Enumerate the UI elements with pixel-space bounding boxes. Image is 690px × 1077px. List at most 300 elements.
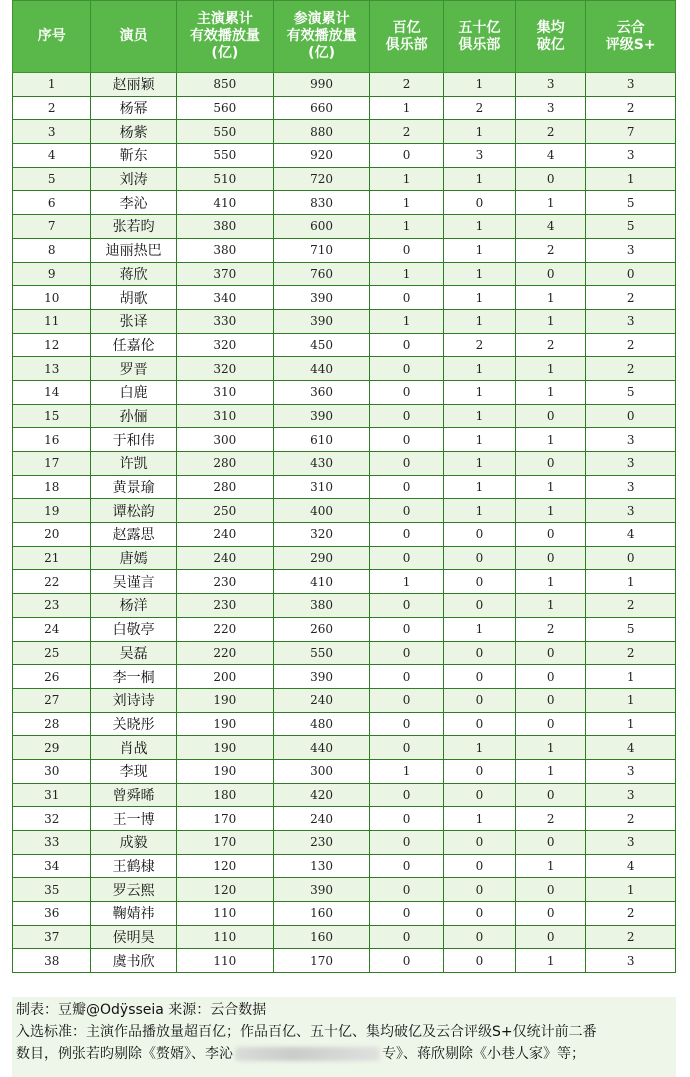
table-row xyxy=(13,262,676,286)
cell-lead-views: 380 xyxy=(176,238,273,262)
cell-actor: 侯明昊 xyxy=(91,925,177,949)
cell-lead-views: 380 xyxy=(176,215,273,239)
cell-s-plus-rating: 3 xyxy=(586,499,676,523)
header-text: 评级S+ xyxy=(605,36,656,53)
cell-lead-views: 510 xyxy=(176,167,273,191)
cell-rank: 33 xyxy=(13,831,91,855)
table-row xyxy=(13,357,676,381)
cell-s-plus-rating: 2 xyxy=(586,594,676,618)
cell-club-50: 0 xyxy=(443,949,515,973)
cell-total-views: 990 xyxy=(273,73,370,97)
cell-club-100: 0 xyxy=(370,831,443,855)
cell-total-views: 480 xyxy=(273,712,370,736)
cell-actor: 赵丽颖 xyxy=(91,73,177,97)
cell-rank: 17 xyxy=(13,452,91,476)
cell-avg-over-100m: 0 xyxy=(516,783,586,807)
cell-avg-over-100m: 0 xyxy=(516,523,586,547)
cell-avg-over-100m: 3 xyxy=(516,73,586,97)
cell-s-plus-rating: 5 xyxy=(586,617,676,641)
table-row xyxy=(13,96,676,120)
cell-s-plus-rating: 4 xyxy=(586,523,676,547)
cell-rank: 3 xyxy=(13,120,91,144)
cell-lead-views: 230 xyxy=(176,594,273,618)
cell-actor: 任嘉伦 xyxy=(91,333,177,357)
cell-lead-views: 120 xyxy=(176,854,273,878)
cell-total-views: 170 xyxy=(273,949,370,973)
cell-avg-over-100m: 2 xyxy=(516,238,586,262)
cell-total-views: 440 xyxy=(273,357,370,381)
cell-s-plus-rating: 0 xyxy=(586,404,676,428)
cell-club-50: 1 xyxy=(443,262,515,286)
table-row xyxy=(13,807,676,831)
cell-avg-over-100m: 1 xyxy=(516,475,586,499)
cell-total-views: 360 xyxy=(273,380,370,404)
cell-s-plus-rating: 3 xyxy=(586,831,676,855)
cell-avg-over-100m: 1 xyxy=(516,286,586,310)
table-row xyxy=(13,783,676,807)
credit-line: 制表：豆瓣@Odÿsseia 来源：云合数据 xyxy=(16,1002,267,1018)
cell-lead-views: 120 xyxy=(176,878,273,902)
cell-total-views: 430 xyxy=(273,452,370,476)
cell-avg-over-100m: 1 xyxy=(516,949,586,973)
cell-s-plus-rating: 3 xyxy=(586,73,676,97)
cell-rank: 30 xyxy=(13,759,91,783)
table-row xyxy=(13,854,676,878)
cell-avg-over-100m: 1 xyxy=(516,499,586,523)
cell-lead-views: 340 xyxy=(176,286,273,310)
cell-lead-views: 320 xyxy=(176,333,273,357)
cell-s-plus-rating: 0 xyxy=(586,262,676,286)
cell-lead-views: 170 xyxy=(176,831,273,855)
cell-rank: 28 xyxy=(13,712,91,736)
table-row xyxy=(13,191,676,215)
cell-club-100: 0 xyxy=(370,665,443,689)
header-text: 百亿 xyxy=(392,19,421,36)
cell-club-50: 1 xyxy=(443,380,515,404)
cell-lead-views: 370 xyxy=(176,262,273,286)
cell-actor: 蒋欣 xyxy=(91,262,177,286)
cell-avg-over-100m: 2 xyxy=(516,333,586,357)
ranking-sheet xyxy=(12,0,676,995)
cell-total-views: 160 xyxy=(273,902,370,926)
cell-rank: 21 xyxy=(13,546,91,570)
table-row xyxy=(13,759,676,783)
cell-club-50: 1 xyxy=(443,452,515,476)
cell-club-50: 1 xyxy=(443,167,515,191)
cell-total-views: 390 xyxy=(273,404,370,428)
cell-total-views: 390 xyxy=(273,286,370,310)
cell-club-50: 0 xyxy=(443,665,515,689)
cell-rank: 25 xyxy=(13,641,91,665)
cell-actor: 曾舜晞 xyxy=(91,783,177,807)
redacted-blur xyxy=(235,1047,380,1061)
cell-club-50: 1 xyxy=(443,238,515,262)
cell-s-plus-rating: 2 xyxy=(586,357,676,381)
header-club-100 xyxy=(370,1,443,73)
cell-club-100: 0 xyxy=(370,783,443,807)
cell-club-50: 0 xyxy=(443,594,515,618)
table-row xyxy=(13,309,676,333)
cell-actor: 胡歌 xyxy=(91,286,177,310)
cell-club-50: 1 xyxy=(443,428,515,452)
cell-s-plus-rating: 0 xyxy=(586,546,676,570)
cell-avg-over-100m: 1 xyxy=(516,191,586,215)
cell-lead-views: 220 xyxy=(176,641,273,665)
cell-avg-over-100m: 0 xyxy=(516,878,586,902)
cell-club-50: 1 xyxy=(443,807,515,831)
cell-rank: 11 xyxy=(13,309,91,333)
cell-club-50: 1 xyxy=(443,120,515,144)
cell-club-50: 0 xyxy=(443,546,515,570)
cell-actor: 吴磊 xyxy=(91,641,177,665)
cell-avg-over-100m: 1 xyxy=(516,380,586,404)
table-row xyxy=(13,428,676,452)
cell-actor: 杨幂 xyxy=(91,96,177,120)
cell-s-plus-rating: 1 xyxy=(586,570,676,594)
cell-rank: 7 xyxy=(13,215,91,239)
cell-actor: 杨洋 xyxy=(91,594,177,618)
cell-rank: 12 xyxy=(13,333,91,357)
cell-club-50: 0 xyxy=(443,641,515,665)
cell-club-100: 1 xyxy=(370,167,443,191)
cell-total-views: 390 xyxy=(273,665,370,689)
header-text: 五十亿 xyxy=(458,19,501,36)
cell-lead-views: 110 xyxy=(176,902,273,926)
cell-avg-over-100m: 0 xyxy=(516,712,586,736)
cell-club-100: 0 xyxy=(370,238,443,262)
cell-rank: 29 xyxy=(13,736,91,760)
table-row xyxy=(13,641,676,665)
table-row xyxy=(13,665,676,689)
cell-actor: 吴谨言 xyxy=(91,570,177,594)
table-header xyxy=(13,1,676,73)
cell-rank: 15 xyxy=(13,404,91,428)
cell-lead-views: 190 xyxy=(176,736,273,760)
table-row xyxy=(13,380,676,404)
cell-lead-views: 320 xyxy=(176,357,273,381)
cell-actor: 李一桐 xyxy=(91,665,177,689)
cell-s-plus-rating: 3 xyxy=(586,949,676,973)
cell-avg-over-100m: 1 xyxy=(516,736,586,760)
header-s-plus-rating xyxy=(586,1,676,73)
cell-club-50: 0 xyxy=(443,925,515,949)
header-row xyxy=(13,1,676,73)
cell-lead-views: 110 xyxy=(176,925,273,949)
cell-actor: 关晓彤 xyxy=(91,712,177,736)
cell-club-50: 0 xyxy=(443,523,515,547)
table-row xyxy=(13,475,676,499)
cell-lead-views: 190 xyxy=(176,688,273,712)
cell-club-100: 1 xyxy=(370,215,443,239)
cell-rank: 31 xyxy=(13,783,91,807)
cell-club-50: 1 xyxy=(443,736,515,760)
cell-total-views: 610 xyxy=(273,428,370,452)
cell-total-views: 390 xyxy=(273,878,370,902)
ranking-table xyxy=(12,0,676,973)
cell-total-views: 830 xyxy=(273,191,370,215)
cell-actor: 刘涛 xyxy=(91,167,177,191)
cell-avg-over-100m: 4 xyxy=(516,144,586,168)
cell-club-100: 0 xyxy=(370,404,443,428)
cell-lead-views: 560 xyxy=(176,96,273,120)
cell-avg-over-100m: 3 xyxy=(516,96,586,120)
cell-club-100: 0 xyxy=(370,523,443,547)
header-text: 序号 xyxy=(37,28,66,44)
table-row xyxy=(13,831,676,855)
cell-rank: 20 xyxy=(13,523,91,547)
cell-actor: 赵露思 xyxy=(91,523,177,547)
criteria-line-2 xyxy=(16,1043,672,1065)
cell-rank: 32 xyxy=(13,807,91,831)
cell-avg-over-100m: 0 xyxy=(516,831,586,855)
cell-avg-over-100m: 1 xyxy=(516,309,586,333)
header-text: (亿) xyxy=(211,45,239,61)
cell-lead-views: 230 xyxy=(176,570,273,594)
cell-club-100: 1 xyxy=(370,309,443,333)
cell-lead-views: 330 xyxy=(176,309,273,333)
cell-club-50: 0 xyxy=(443,759,515,783)
table-body xyxy=(13,73,676,973)
cell-lead-views: 240 xyxy=(176,546,273,570)
cell-rank: 6 xyxy=(13,191,91,215)
cell-club-50: 0 xyxy=(443,831,515,855)
cell-lead-views: 180 xyxy=(176,783,273,807)
cell-actor: 王一博 xyxy=(91,807,177,831)
table-row xyxy=(13,167,676,191)
cell-s-plus-rating: 3 xyxy=(586,783,676,807)
cell-s-plus-rating: 3 xyxy=(586,428,676,452)
cell-rank: 34 xyxy=(13,854,91,878)
cell-lead-views: 850 xyxy=(176,73,273,97)
cell-total-views: 320 xyxy=(273,523,370,547)
cell-avg-over-100m: 0 xyxy=(516,404,586,428)
cell-avg-over-100m: 0 xyxy=(516,452,586,476)
cell-s-plus-rating: 2 xyxy=(586,925,676,949)
table-row xyxy=(13,404,676,428)
cell-lead-views: 190 xyxy=(176,712,273,736)
cell-lead-views: 550 xyxy=(176,120,273,144)
cell-actor: 罗云熙 xyxy=(91,878,177,902)
cell-club-100: 0 xyxy=(370,925,443,949)
cell-actor: 唐嫣 xyxy=(91,546,177,570)
cell-club-100: 0 xyxy=(370,878,443,902)
cell-s-plus-rating: 1 xyxy=(586,665,676,689)
cell-club-100: 0 xyxy=(370,380,443,404)
table-row xyxy=(13,499,676,523)
cell-avg-over-100m: 0 xyxy=(516,925,586,949)
table-row xyxy=(13,286,676,310)
cell-s-plus-rating: 2 xyxy=(586,96,676,120)
cell-club-50: 0 xyxy=(443,878,515,902)
cell-avg-over-100m: 0 xyxy=(516,665,586,689)
table-row xyxy=(13,949,676,973)
cell-s-plus-rating: 5 xyxy=(586,380,676,404)
cell-total-views: 440 xyxy=(273,736,370,760)
cell-s-plus-rating: 3 xyxy=(586,452,676,476)
cell-lead-views: 310 xyxy=(176,404,273,428)
table-row xyxy=(13,73,676,97)
cell-total-views: 600 xyxy=(273,215,370,239)
cell-total-views: 160 xyxy=(273,925,370,949)
cell-actor: 成毅 xyxy=(91,831,177,855)
cell-lead-views: 240 xyxy=(176,523,273,547)
cell-lead-views: 310 xyxy=(176,380,273,404)
cell-club-100: 0 xyxy=(370,333,443,357)
cell-club-100: 0 xyxy=(370,688,443,712)
cell-avg-over-100m: 1 xyxy=(516,759,586,783)
cell-actor: 靳东 xyxy=(91,144,177,168)
cell-total-views: 400 xyxy=(273,499,370,523)
cell-club-50: 3 xyxy=(443,144,515,168)
table-row xyxy=(13,523,676,547)
cell-rank: 35 xyxy=(13,878,91,902)
cell-club-100: 1 xyxy=(370,759,443,783)
cell-s-plus-rating: 1 xyxy=(586,688,676,712)
cell-avg-over-100m: 2 xyxy=(516,617,586,641)
cell-lead-views: 280 xyxy=(176,452,273,476)
header-text: 集均 xyxy=(536,19,565,36)
cell-club-50: 1 xyxy=(443,617,515,641)
cell-avg-over-100m: 0 xyxy=(516,546,586,570)
cell-club-50: 0 xyxy=(443,902,515,926)
table-row xyxy=(13,712,676,736)
cell-s-plus-rating: 3 xyxy=(586,238,676,262)
header-actor xyxy=(91,1,177,73)
cell-avg-over-100m: 0 xyxy=(516,688,586,712)
table-row xyxy=(13,688,676,712)
cell-rank: 22 xyxy=(13,570,91,594)
cell-avg-over-100m: 0 xyxy=(516,641,586,665)
cell-club-50: 1 xyxy=(443,404,515,428)
cell-actor: 于和伟 xyxy=(91,428,177,452)
table-row xyxy=(13,144,676,168)
cell-rank: 13 xyxy=(13,357,91,381)
table-row xyxy=(13,617,676,641)
cell-actor: 迪丽热巴 xyxy=(91,238,177,262)
cell-club-100: 0 xyxy=(370,736,443,760)
header-text: 主演累计 xyxy=(196,11,253,27)
table-row xyxy=(13,594,676,618)
cell-actor: 白敬亭 xyxy=(91,617,177,641)
table-row xyxy=(13,546,676,570)
cell-rank: 18 xyxy=(13,475,91,499)
cell-actor: 刘诗诗 xyxy=(91,688,177,712)
cell-s-plus-rating: 5 xyxy=(586,215,676,239)
cell-club-100: 0 xyxy=(370,902,443,926)
cell-club-100: 0 xyxy=(370,499,443,523)
cell-total-views: 880 xyxy=(273,120,370,144)
cell-actor: 鞠婧祎 xyxy=(91,902,177,926)
cell-rank: 23 xyxy=(13,594,91,618)
header-text: 演员 xyxy=(119,28,148,44)
cell-avg-over-100m: 2 xyxy=(516,807,586,831)
cell-lead-views: 550 xyxy=(176,144,273,168)
cell-total-views: 450 xyxy=(273,333,370,357)
header-club-50 xyxy=(443,1,515,73)
cell-club-100: 0 xyxy=(370,546,443,570)
cell-total-views: 240 xyxy=(273,688,370,712)
cell-club-100: 0 xyxy=(370,475,443,499)
cell-rank: 36 xyxy=(13,902,91,926)
cell-avg-over-100m: 1 xyxy=(516,570,586,594)
header-lead-views xyxy=(176,1,273,73)
cell-rank: 10 xyxy=(13,286,91,310)
cell-total-views: 290 xyxy=(273,546,370,570)
table-row xyxy=(13,215,676,239)
cell-s-plus-rating: 1 xyxy=(586,712,676,736)
cell-total-views: 380 xyxy=(273,594,370,618)
cell-club-50: 0 xyxy=(443,783,515,807)
cell-actor: 虞书欣 xyxy=(91,949,177,973)
cell-rank: 4 xyxy=(13,144,91,168)
cell-s-plus-rating: 1 xyxy=(586,878,676,902)
cell-total-views: 310 xyxy=(273,475,370,499)
cell-total-views: 920 xyxy=(273,144,370,168)
header-text: (亿) xyxy=(308,45,335,61)
cell-club-50: 0 xyxy=(443,570,515,594)
cell-club-50: 1 xyxy=(443,309,515,333)
cell-actor: 王鹤棣 xyxy=(91,854,177,878)
cell-club-100: 1 xyxy=(370,570,443,594)
cell-club-100: 0 xyxy=(370,594,443,618)
cell-club-100: 0 xyxy=(370,712,443,736)
cell-avg-over-100m: 1 xyxy=(516,594,586,618)
table-row xyxy=(13,736,676,760)
cell-club-100: 0 xyxy=(370,452,443,476)
cell-club-50: 1 xyxy=(443,215,515,239)
cell-s-plus-rating: 3 xyxy=(586,759,676,783)
cell-club-50: 0 xyxy=(443,191,515,215)
table-row xyxy=(13,902,676,926)
cell-s-plus-rating: 4 xyxy=(586,854,676,878)
cell-actor: 孙俪 xyxy=(91,404,177,428)
criteria-line-1: 入选标准：主演作品播放量超百亿；作品百亿、五十亿、集均破亿及云合评级S+仅统计前二番 xyxy=(16,1024,597,1040)
cell-s-plus-rating: 2 xyxy=(586,902,676,926)
cell-club-100: 0 xyxy=(370,641,443,665)
cell-actor: 白鹿 xyxy=(91,380,177,404)
table-row xyxy=(13,333,676,357)
cell-s-plus-rating: 7 xyxy=(586,120,676,144)
cell-avg-over-100m: 1 xyxy=(516,428,586,452)
cell-rank: 37 xyxy=(13,925,91,949)
cell-total-views: 550 xyxy=(273,641,370,665)
cell-lead-views: 190 xyxy=(176,759,273,783)
cell-club-50: 1 xyxy=(443,357,515,381)
table-row xyxy=(13,570,676,594)
cell-rank: 14 xyxy=(13,380,91,404)
cell-total-views: 300 xyxy=(273,759,370,783)
cell-rank: 2 xyxy=(13,96,91,120)
cell-lead-views: 170 xyxy=(176,807,273,831)
header-avg-over-100m xyxy=(516,1,586,73)
cell-club-50: 2 xyxy=(443,333,515,357)
cell-rank: 27 xyxy=(13,688,91,712)
header-text: 有效播放量 xyxy=(286,28,357,44)
table-row xyxy=(13,452,676,476)
cell-s-plus-rating: 4 xyxy=(586,736,676,760)
cell-avg-over-100m: 0 xyxy=(516,262,586,286)
cell-lead-views: 250 xyxy=(176,499,273,523)
cell-total-views: 130 xyxy=(273,854,370,878)
cell-actor: 黄景瑜 xyxy=(91,475,177,499)
cell-avg-over-100m: 1 xyxy=(516,854,586,878)
cell-club-100: 0 xyxy=(370,357,443,381)
cell-total-views: 230 xyxy=(273,831,370,855)
cell-club-100: 1 xyxy=(370,262,443,286)
cell-total-views: 710 xyxy=(273,238,370,262)
cell-lead-views: 280 xyxy=(176,475,273,499)
cell-total-views: 760 xyxy=(273,262,370,286)
